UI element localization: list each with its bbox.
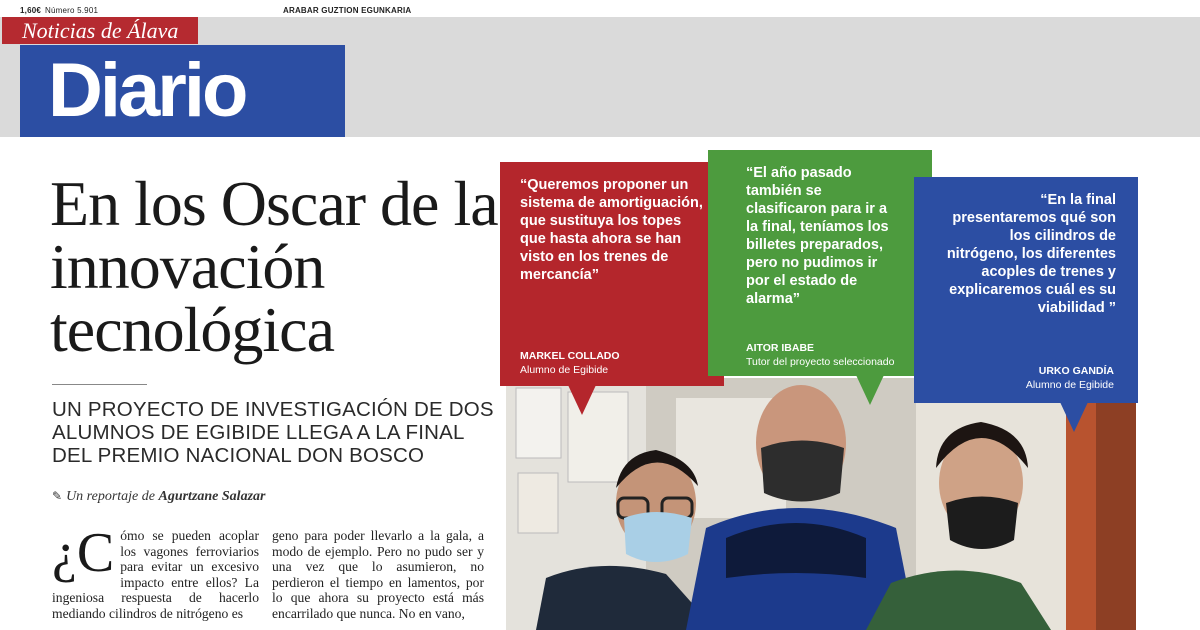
quote-bubble-aitor (708, 150, 932, 376)
quote-author-name: AITOR IBABE (746, 342, 815, 354)
quote-bubble-markel (500, 162, 724, 386)
bubble-tail (1060, 402, 1088, 432)
headline-divider (52, 384, 147, 385)
masthead-slogan: ARABAR GUZTION EGUNKARIA (283, 6, 412, 15)
newspaper-logo (20, 45, 345, 137)
article-subhead: UN PROYECTO DE INVESTIGACIÓN DE DOS ALUMNOS DE EGIBIDE LLEGA A LA FINAL DEL PREMIO NACIONAL DON BOSCO (52, 398, 494, 467)
body-column-2 (272, 528, 484, 621)
byline-author: Agurtzane Salazar (158, 489, 266, 504)
byline (52, 489, 265, 505)
logo-text: Diario (48, 48, 246, 133)
quote-text: “El año pasado también se clasificaron para ir a la final, teníamos los billetes preparados, pero no pudimos ir por el estado de alarma” (746, 165, 889, 307)
byline-prefix: Un reportaje de (66, 489, 155, 504)
quote-bubble-urko (914, 177, 1138, 403)
quote-author-name: URKO GANDÍA (1038, 365, 1114, 377)
dropcap: ¿C (52, 522, 115, 584)
bubble-tail (856, 375, 884, 405)
subbrand-label: Noticias de Álava (2, 17, 198, 44)
masthead-topline (20, 6, 412, 15)
body-text-1: ómo se pueden acoplar los vagones ferroviarios para evitar un excesivo impacto entre ellos? La ingeniosa respuesta de hacerlo mediando cilindros de nitrógeno es (52, 528, 259, 621)
article-photo (506, 378, 1136, 630)
quote-author-role: Alumno de Egibide (520, 364, 609, 376)
quote-text: “En la final presentaremos qué son los cilindros de nitrógeno, los diferentes acoples de trenes y explicaremos cuál es su viabilidad ” (946, 192, 1116, 316)
quote-author-role: Alumno de Egibide (1025, 379, 1114, 391)
quote-text: “Queremos proponer un sistema de amortiguación, que sustituya los topes que hasta ahora se han visto en los trenes de mercancía” (520, 177, 703, 283)
quote-author-name: MARKEL COLLADO (520, 350, 620, 362)
pen-icon: ✎ (52, 489, 63, 503)
price: 1,60€ (20, 6, 42, 15)
article-headline: En los Oscar de la innovación tecnológica (50, 168, 498, 365)
body-column-1 (52, 522, 259, 621)
issue-number: Número 5.901 (45, 6, 99, 15)
quote-author-role: Tutor del proyecto seleccionado (746, 356, 895, 368)
photo-illustration (506, 378, 1136, 630)
body-text-2: geno para poder llevarlo a la gala, a modo de ejemplo. Pero no pudo ser y una vez que lo asumieron, no perdieron el tiempo en lamentos, por lo que ahora su proyecto está más encarrilado que nunca. No en vano, (272, 528, 484, 621)
bubble-tail (568, 385, 596, 415)
